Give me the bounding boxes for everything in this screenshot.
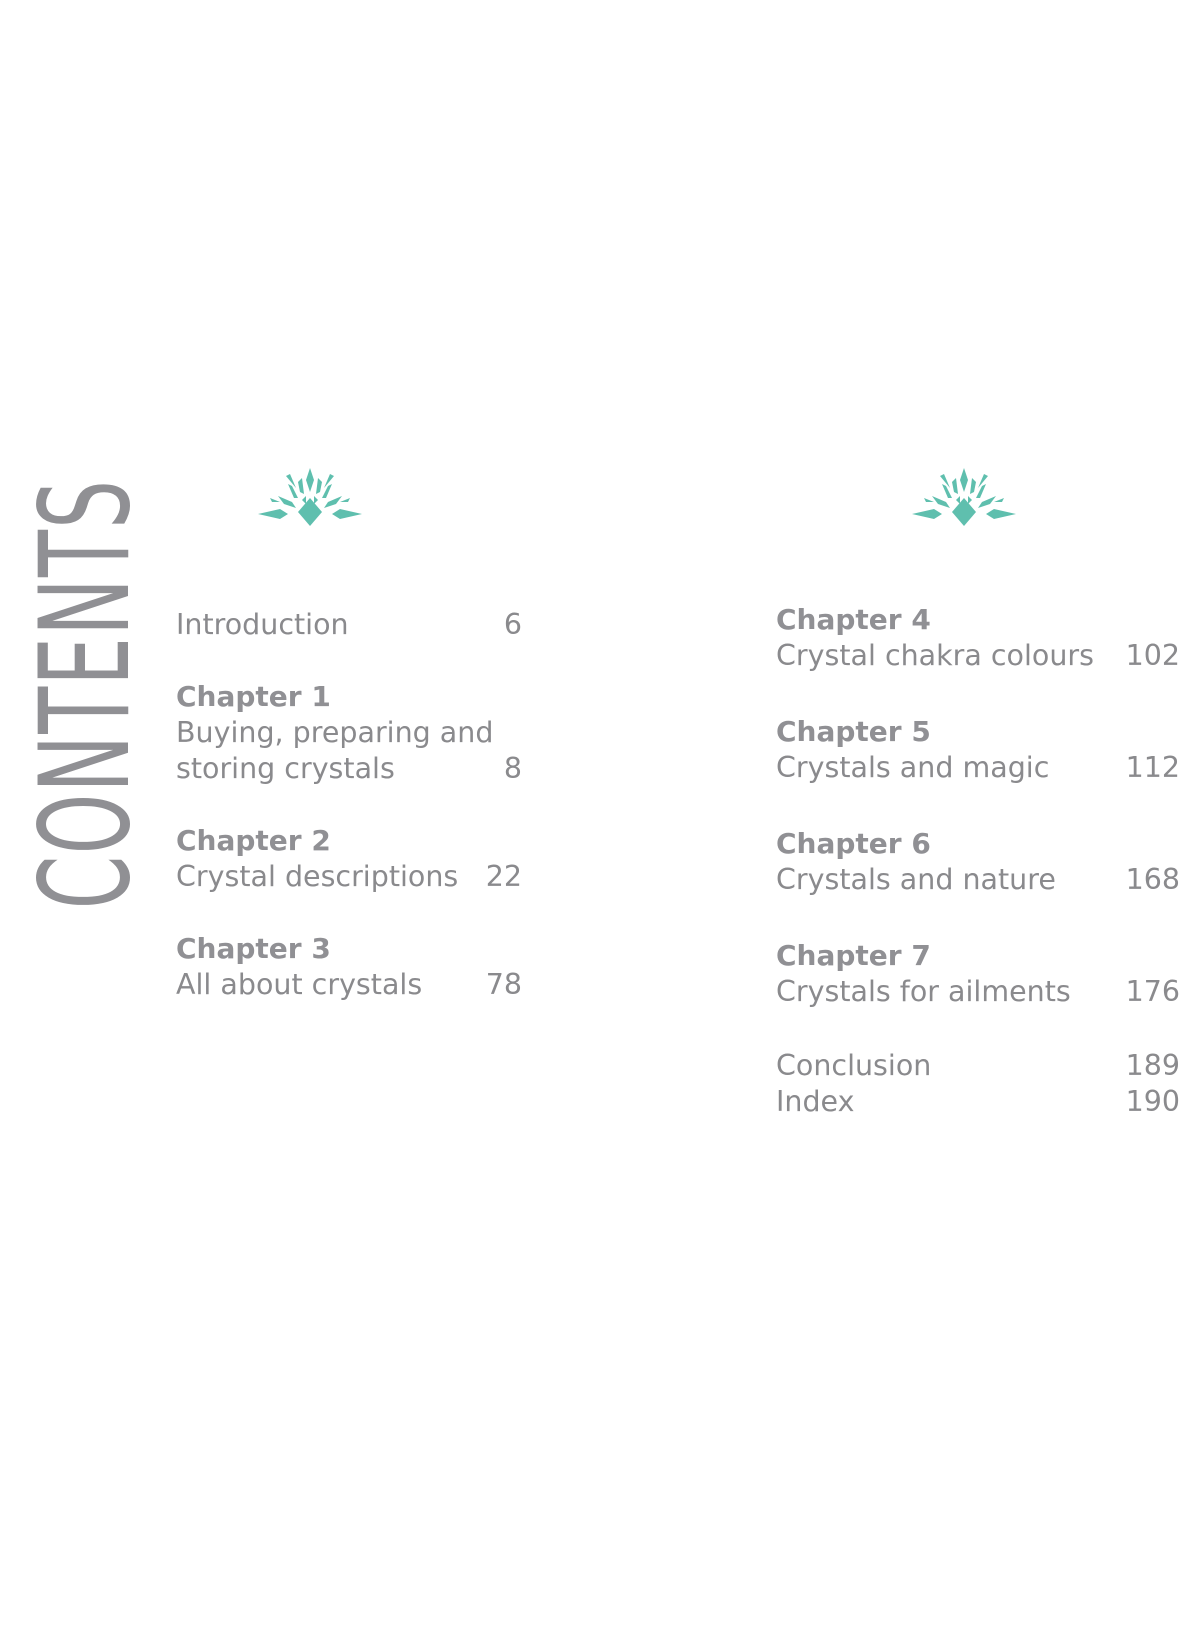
toc-entry-title: Crystals and magic <box>776 751 1050 784</box>
toc-page-number: 6 <box>503 608 522 641</box>
toc-entry-title: Crystal chakra colours <box>776 639 1094 672</box>
toc-entry-title: Crystal descriptions <box>176 860 459 893</box>
toc-chapter-label: Chapter 7 <box>776 939 931 972</box>
toc-entry-title: All about crystals <box>176 968 423 1001</box>
toc-chapter-label: Chapter 3 <box>176 932 331 965</box>
toc-page-number: 189 <box>1125 1049 1180 1082</box>
toc-page-number: 190 <box>1125 1085 1180 1118</box>
toc-entry-introduction[interactable] <box>176 607 522 643</box>
toc-page-number: 168 <box>1125 863 1180 896</box>
toc-entry-title: Crystals for ailments <box>776 975 1071 1008</box>
toc-entry-chapter-3[interactable] <box>176 931 522 1003</box>
toc-chapter-label: Chapter 4 <box>776 603 931 636</box>
toc-entry-chapter-1[interactable] <box>176 679 522 787</box>
toc-right-column <box>776 602 1180 1120</box>
toc-entry-chapter-4[interactable] <box>776 602 1180 674</box>
toc-entry-title: Crystals and nature <box>776 863 1056 896</box>
toc-entry-conclusion[interactable] <box>776 1048 1180 1084</box>
toc-page-number: 112 <box>1125 751 1180 784</box>
toc-chapter-label: Chapter 2 <box>176 824 331 857</box>
toc-entry-index[interactable] <box>776 1084 1180 1120</box>
toc-entry-chapter-2[interactable] <box>176 823 522 895</box>
toc-entry-chapter-5[interactable] <box>776 714 1180 786</box>
lotus-crystal-icon <box>912 468 1016 534</box>
toc-entry-title: Introduction <box>176 608 349 641</box>
toc-chapter-label: Chapter 1 <box>176 680 331 713</box>
toc-entry-chapter-7[interactable] <box>776 938 1180 1010</box>
toc-page-number: 8 <box>503 752 522 785</box>
toc-entry-chapter-6[interactable] <box>776 826 1180 898</box>
contents-heading <box>14 478 158 910</box>
contents-heading-text: CONTENTS <box>14 478 158 910</box>
toc-entry-title: Index <box>776 1085 855 1118</box>
toc-chapter-label: Chapter 6 <box>776 827 931 860</box>
toc-page-number: 102 <box>1125 639 1180 672</box>
toc-chapter-label: Chapter 5 <box>776 715 931 748</box>
toc-page-number: 176 <box>1125 975 1180 1008</box>
toc-entry-title: storing crystals <box>176 752 395 785</box>
toc-left-column <box>176 607 522 1003</box>
toc-page-number: 78 <box>485 968 522 1001</box>
toc-page-number: 22 <box>485 860 522 893</box>
toc-entry-title: Buying, preparing and <box>176 716 494 749</box>
toc-entry-title: Conclusion <box>776 1049 932 1082</box>
lotus-crystal-icon <box>258 468 362 534</box>
